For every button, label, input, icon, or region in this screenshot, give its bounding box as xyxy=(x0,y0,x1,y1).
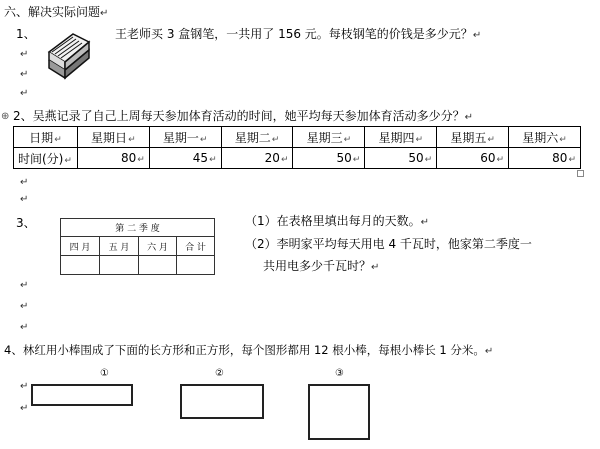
table-cell: 四 月 xyxy=(61,237,100,255)
q3-item1: （1）在表格里填出每月的天数。↵ xyxy=(245,214,430,228)
q4-text: 4、林红用小棒围成了下面的长方形和正方形，每个图形都用 12 根小棒，每根小棒长 1 分米。↵ xyxy=(4,343,494,357)
figure-label-1: ① xyxy=(100,368,109,379)
table-row xyxy=(61,256,214,274)
table-cell: 80↵ xyxy=(77,148,149,169)
paragraph-mark: ↵ xyxy=(20,280,29,291)
table-row xyxy=(14,148,581,169)
table-cell xyxy=(177,256,214,274)
rectangle-figure xyxy=(180,384,264,419)
paragraph-mark: ↵ xyxy=(20,177,29,188)
table-resize-handle[interactable] xyxy=(577,170,584,177)
table-cell: 45↵ xyxy=(149,148,221,169)
pen-box-icon xyxy=(43,30,95,82)
q2-text: 2、吴燕记录了自己上周每天参加体育活动的时间，她平均每天参加体育活动多少分？↵ xyxy=(13,109,474,123)
paragraph-mark: ↵ xyxy=(20,403,29,414)
table-cell: 星期四↵ xyxy=(365,127,437,148)
paragraph-mark: ↵ xyxy=(20,301,29,312)
figure-label-3: ③ xyxy=(335,368,344,379)
season-table-title: 第 二 季 度 xyxy=(61,219,214,237)
table-cell: 星期二↵ xyxy=(221,127,293,148)
table-cell: 60↵ xyxy=(437,148,509,169)
table-cell: 合 计 xyxy=(185,242,206,253)
table-cell: 星期一↵ xyxy=(149,127,221,148)
table-cell: 星期日↵ xyxy=(77,127,149,148)
paragraph-mark: ↵ xyxy=(20,49,29,60)
table-cell xyxy=(100,256,139,274)
table-row xyxy=(61,237,214,256)
table-cell: 时间(分)↵ xyxy=(14,148,78,169)
square-figure xyxy=(308,384,370,440)
section-title: 六、解决实际问题↵ xyxy=(4,5,109,19)
paragraph-mark: ↵ xyxy=(20,194,29,205)
activity-table xyxy=(13,126,581,169)
table-cell: 五 月 xyxy=(100,237,139,255)
rectangle-figure xyxy=(31,384,133,406)
paragraph-mark: ↵ xyxy=(20,381,29,392)
table-anchor-icon[interactable]: ⊕ xyxy=(1,111,10,122)
figure-label-2: ② xyxy=(215,368,224,379)
table-cell xyxy=(139,256,177,274)
paragraph-mark: ↵ xyxy=(20,322,29,333)
q3-item2: （2）李明家平均每天用电 4 千瓦时，他家第二季度一 xyxy=(245,237,532,251)
table-row xyxy=(14,127,581,148)
table-cell: 50↵ xyxy=(293,148,365,169)
table-cell: 星期五↵ xyxy=(437,127,509,148)
table-cell: 80↵ xyxy=(509,148,581,169)
q1-text: 王老师买 3 盒钢笔，一共用了 156 元。每枝钢笔的价钱是多少元？↵ xyxy=(115,27,482,41)
q1-number: 1、 xyxy=(16,27,36,41)
table-cell: 星期三↵ xyxy=(293,127,365,148)
table-cell: 星期六↵ xyxy=(509,127,581,148)
q3-number: 3、 xyxy=(16,216,36,230)
table-cell: 六 月 xyxy=(139,237,177,255)
table-cell: 日期↵ xyxy=(14,127,78,148)
paragraph-mark: ↵ xyxy=(20,88,29,99)
season-table xyxy=(60,218,215,275)
table-cell: 50↵ xyxy=(365,148,437,169)
table-cell xyxy=(61,256,100,274)
table-cell: 20↵ xyxy=(221,148,293,169)
paragraph-mark: ↵ xyxy=(20,69,29,80)
q3-item2-continued: 共用电多少千瓦时？↵ xyxy=(263,259,380,273)
